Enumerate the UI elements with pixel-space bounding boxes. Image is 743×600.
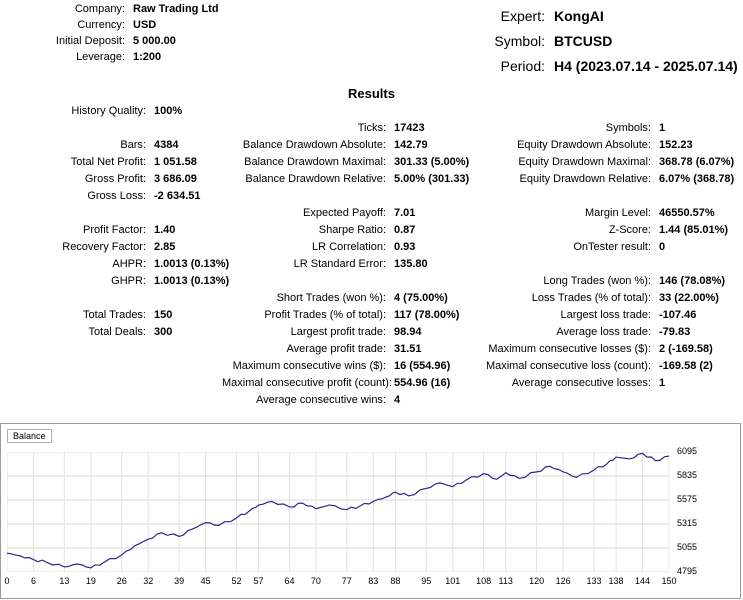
stat-value: 4384	[154, 139, 179, 151]
stat-label: Average consecutive wins:	[255, 394, 386, 406]
info-row-symbol	[400, 33, 743, 58]
stat-row	[0, 190, 222, 207]
stat-label: Profit Factor:	[83, 224, 146, 236]
stat-row	[222, 377, 484, 394]
stat-label: AHPR:	[112, 258, 146, 270]
period-value: H4 (2023.07.14 - 2025.07.14)	[554, 58, 738, 74]
stat-row	[0, 275, 230, 292]
stat-value: 5.00% (301.33)	[394, 173, 470, 185]
chart-x-tick: 19	[85, 576, 96, 586]
stat-label: Average loss trade:	[556, 326, 651, 338]
stat-label: Expected Payoff:	[303, 207, 386, 219]
stat-row	[222, 156, 484, 173]
stat-label: Total Net Profit:	[70, 156, 146, 168]
stat-row	[0, 173, 222, 190]
stat-value: 31.51	[394, 343, 422, 355]
chart-x-tick: 26	[116, 576, 127, 586]
stat-value: 1.0013 (0.13%)	[154, 258, 230, 270]
expert-info-block	[400, 8, 743, 83]
chart-x-tick: 32	[143, 576, 154, 586]
stat-label: GHPR:	[111, 275, 146, 287]
stat-value: 368.78 (6.07%)	[659, 156, 735, 168]
stat-row	[484, 241, 743, 258]
stat-value: 4 (75.00%)	[394, 292, 448, 304]
stat-row	[484, 309, 743, 326]
stat-row	[484, 360, 743, 377]
stat-value: 300	[154, 326, 173, 338]
stat-label: Symbols:	[605, 122, 651, 134]
info-row-leverage	[0, 51, 300, 67]
stat-row	[0, 326, 222, 343]
stat-row	[484, 139, 743, 156]
period-label: Period:	[500, 58, 545, 74]
chart-x-tick: 144	[635, 576, 651, 586]
stat-value: 17423	[394, 122, 425, 134]
chart-svg	[7, 452, 669, 572]
stat-value: -2 634.51	[154, 190, 201, 202]
stat-label: Maximum consecutive wins ($):	[232, 360, 386, 372]
stat-row	[484, 275, 743, 292]
stat-label: OnTester result:	[573, 241, 651, 253]
chart-x-tick: 39	[174, 576, 185, 586]
stat-label: Average consecutive losses:	[511, 377, 651, 389]
stat-label: Gross Profit:	[84, 173, 146, 185]
chart-x-tick: 13	[59, 576, 70, 586]
stat-value: 554.96 (16)	[394, 377, 451, 389]
stat-row	[222, 360, 484, 377]
stat-label: Largest loss trade:	[560, 309, 651, 321]
stat-value: 117 (78.00%)	[394, 309, 460, 321]
chart-x-tick: 83	[368, 576, 379, 586]
stat-label: Short Trades (won %):	[276, 292, 386, 304]
stat-row	[222, 207, 484, 224]
stat-value: 0.87	[394, 224, 416, 236]
currency-value: USD	[133, 19, 157, 31]
chart-x-tick: 150	[661, 576, 677, 586]
stat-label: Ticks:	[357, 122, 386, 134]
results-heading: Results	[348, 86, 395, 101]
stat-value: 135.80	[394, 258, 428, 270]
chart-y-tick: 6095	[677, 446, 698, 456]
stat-label: Average profit trade:	[286, 343, 386, 355]
stat-label: Maximum consecutive losses ($):	[488, 343, 651, 355]
stat-label: Gross Loss:	[87, 190, 146, 202]
company-label: Company:	[74, 3, 125, 15]
stat-label: Long Trades (won %):	[543, 275, 651, 287]
stat-row	[222, 309, 484, 326]
stat-label: Balance Drawdown Maximal:	[244, 156, 386, 168]
stat-value: 0	[659, 241, 666, 253]
stat-row	[222, 394, 484, 411]
initial-deposit-value: 5 000.00	[133, 35, 176, 47]
chart-x-tick: 138	[608, 576, 624, 586]
company-value: Raw Trading Ltd	[133, 3, 219, 15]
stat-label: Largest profit trade:	[290, 326, 386, 338]
stat-row	[484, 343, 743, 360]
chart-x-tick: 52	[231, 576, 242, 586]
expert-value: KongAI	[554, 8, 604, 24]
stat-row	[222, 258, 484, 275]
chart-y-axis-labels	[677, 446, 737, 576]
stat-label: Balance Drawdown Relative:	[245, 173, 386, 185]
stat-row	[0, 258, 230, 275]
stat-row	[0, 224, 222, 241]
stat-value: 150	[154, 309, 173, 321]
stat-label: Bars:	[120, 139, 146, 151]
chart-x-tick: 126	[555, 576, 571, 586]
stat-row	[484, 292, 743, 309]
stat-value: 6.07% (368.78)	[659, 173, 735, 185]
stat-label: Loss Trades (% of total):	[531, 292, 651, 304]
stat-value: 16 (554.96)	[394, 360, 451, 372]
stat-row	[0, 241, 222, 258]
stat-label: Margin Level:	[584, 207, 651, 219]
stat-value: 2 (-169.58)	[659, 343, 713, 355]
symbol-label: Symbol:	[494, 33, 545, 49]
stat-row	[222, 122, 484, 139]
chart-x-tick: 45	[200, 576, 211, 586]
chart-x-tick: 57	[253, 576, 264, 586]
expert-label: Expert:	[500, 8, 545, 24]
leverage-label: Leverage:	[76, 51, 125, 63]
stat-label: History Quality:	[71, 105, 146, 117]
stat-value: 2.85	[154, 241, 176, 253]
stat-value: 146 (78.08%)	[659, 275, 726, 287]
balance-chart	[0, 423, 741, 599]
stat-value: 301.33 (5.00%)	[394, 156, 470, 168]
stat-row	[222, 241, 484, 258]
info-row-period	[400, 58, 743, 83]
chart-x-tick: 120	[529, 576, 545, 586]
stat-label: Total Deals:	[88, 326, 146, 338]
chart-x-tick: 95	[421, 576, 432, 586]
stat-row	[484, 224, 743, 241]
stats-column-3	[484, 105, 743, 394]
chart-x-tick: 0	[4, 576, 10, 586]
chart-x-tick: 133	[586, 576, 602, 586]
stat-value: 0.93	[394, 241, 416, 253]
stat-value: -107.46	[659, 309, 697, 321]
stat-row	[0, 309, 222, 326]
chart-x-tick: 6	[30, 576, 36, 586]
stat-value: 142.79	[394, 139, 428, 151]
report-header	[0, 0, 743, 80]
stat-row	[222, 292, 484, 309]
stat-value: 1 051.58	[154, 156, 197, 168]
chart-x-tick: 101	[445, 576, 461, 586]
chart-y-tick: 5575	[677, 494, 698, 504]
stat-row	[484, 326, 743, 343]
stat-value: -169.58 (2)	[659, 360, 713, 372]
stat-row	[222, 224, 484, 241]
stat-value: 98.94	[394, 326, 422, 338]
stat-label: Total Trades:	[83, 309, 146, 321]
stat-value: 100%	[154, 105, 183, 117]
stat-value: 3 686.09	[154, 173, 197, 185]
stat-value: 4	[394, 394, 401, 406]
chart-x-tick: 88	[390, 576, 401, 586]
chart-x-axis-labels	[4, 576, 677, 594]
stat-label: LR Correlation:	[312, 241, 386, 253]
chart-x-tick: 64	[284, 576, 295, 586]
info-row-company	[0, 3, 300, 19]
chart-plot-area	[7, 452, 669, 572]
chart-legend: Balance	[7, 429, 52, 443]
chart-y-tick: 5835	[677, 470, 698, 480]
info-row-currency	[0, 19, 300, 35]
stat-value: 33 (22.00%)	[659, 292, 719, 304]
chart-y-tick: 5315	[677, 518, 698, 528]
leverage-value: 1:200	[133, 51, 162, 63]
stat-value: 1.0013 (0.13%)	[154, 275, 230, 287]
stat-label: Maximal consecutive profit (count):	[222, 377, 392, 389]
stat-value: 46550.57%	[659, 207, 715, 219]
stat-row	[484, 173, 743, 190]
stat-label: Equity Drawdown Maximal:	[518, 156, 651, 168]
stat-row	[0, 139, 222, 156]
stat-label: Maximal consecutive loss (count):	[485, 360, 651, 372]
stat-row	[0, 156, 222, 173]
stat-value: 7.01	[394, 207, 416, 219]
symbol-value: BTCUSD	[554, 33, 613, 49]
stat-label: Profit Trades (% of total):	[264, 309, 386, 321]
stat-label: Balance Drawdown Absolute:	[242, 139, 386, 151]
stat-row	[484, 122, 743, 139]
stat-label: Recovery Factor:	[62, 241, 146, 253]
chart-x-tick: 108	[476, 576, 492, 586]
stat-label: Z-Score:	[608, 224, 651, 236]
stat-row	[484, 156, 743, 173]
stats-column-1	[0, 105, 230, 343]
stat-row	[484, 207, 743, 224]
chart-x-tick: 77	[341, 576, 352, 586]
currency-label: Currency:	[77, 19, 125, 31]
stats-column-2	[222, 105, 484, 411]
stat-label: Sharpe Ratio:	[318, 224, 386, 236]
stat-row	[222, 343, 484, 360]
stat-row	[484, 377, 743, 394]
initial-deposit-label: Initial Deposit:	[55, 35, 125, 47]
stat-row	[222, 173, 484, 190]
info-row-expert	[400, 8, 743, 33]
stat-label: Equity Drawdown Absolute:	[517, 139, 651, 151]
stat-value: -79.83	[659, 326, 691, 338]
chart-x-tick: 70	[310, 576, 321, 586]
stat-value: 1	[659, 122, 666, 134]
chart-y-tick: 5055	[677, 542, 698, 552]
account-info-block	[0, 3, 300, 67]
stat-value: 1.40	[154, 224, 176, 236]
stat-label: LR Standard Error:	[293, 258, 386, 270]
stat-row	[222, 139, 484, 156]
chart-y-tick: 4795	[677, 566, 698, 576]
stat-value: 1	[659, 377, 666, 389]
stat-row	[0, 105, 222, 122]
stat-value: 152.23	[659, 139, 693, 151]
info-row-initial-deposit	[0, 35, 300, 51]
stat-row	[222, 326, 484, 343]
chart-x-tick: 113	[498, 576, 513, 586]
stat-label: Equity Drawdown Relative:	[519, 173, 651, 185]
stat-value: 1.44 (85.01%)	[659, 224, 729, 236]
